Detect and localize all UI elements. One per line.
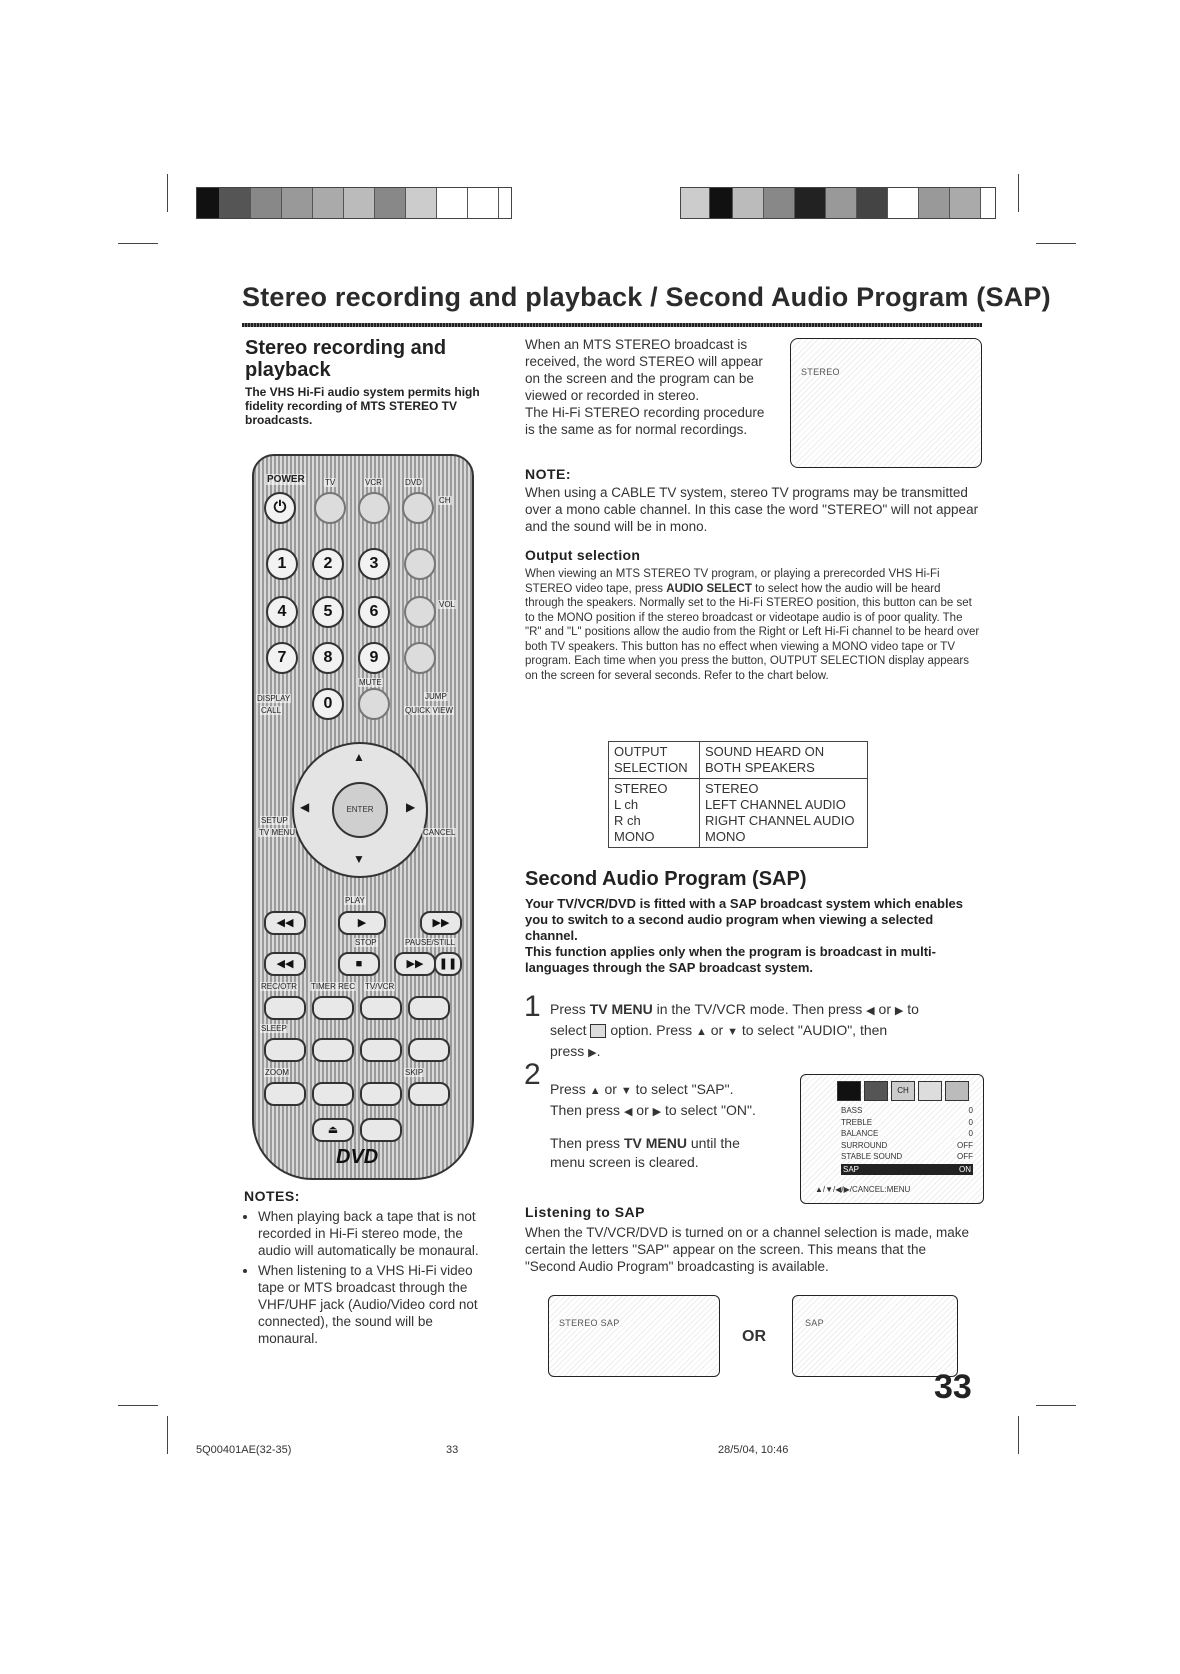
left-arrow-icon: ◀ (300, 800, 310, 814)
down-arrow-icon: ▼ (620, 1085, 632, 1097)
remote-label-tv-menu: TV MENU (259, 828, 295, 837)
note-block (525, 466, 980, 535)
sap-intro2: This function applies only when the program is broadcast in multi-languages through the SAP broadcast system. (525, 944, 936, 975)
power-button: ⏻ (264, 492, 296, 524)
remote-label-tv-vcr: TV/VCR (365, 982, 395, 991)
menu-item-label: BASS (841, 1106, 863, 1115)
remote-label-setup: SETUP (261, 816, 288, 825)
menu-item (841, 1151, 973, 1163)
pause-button: ❚❚ (434, 952, 462, 976)
menu-item-label: SAP (843, 1164, 860, 1174)
menu-item-label: TREBLE (841, 1117, 873, 1127)
digit-button: 1 (266, 548, 298, 580)
menu-item-value: 0 (968, 1129, 973, 1138)
listening-block (525, 1204, 980, 1275)
title-rule (242, 323, 982, 327)
text-span: Press (550, 1001, 590, 1017)
audio-select-label: AUDIO SELECT (666, 582, 752, 595)
table-cell-value: MONO (614, 829, 655, 844)
table-cell-value: RIGHT CHANNEL AUDIO (705, 813, 855, 828)
remote-label-pause: PAUSE/STILL (405, 938, 456, 947)
rewind-button: ◀◀ (264, 911, 306, 935)
step-1-number: 1 (524, 990, 541, 1023)
note-heading: NOTE: (525, 466, 572, 482)
up-arrow-icon: ▲ (695, 1026, 707, 1038)
menu-item-selected (841, 1164, 973, 1176)
remote-label-zoom: ZOOM (265, 1068, 289, 1077)
step-1-text (550, 1000, 980, 1063)
down-arrow-icon: ▼ (727, 1026, 738, 1038)
remote-button (312, 1038, 354, 1062)
or-label: OR (742, 1328, 766, 1345)
stop-button: ■ (338, 952, 380, 976)
remote-label-rec: REC/OTR (261, 982, 297, 991)
spacer (550, 1122, 790, 1134)
left-arrow-icon: ◀ (866, 1005, 875, 1017)
menu-item-value: 0 (968, 1106, 973, 1115)
tv-button (314, 492, 346, 524)
enter-button (332, 782, 388, 838)
menu-item-label: SURROUND (841, 1140, 888, 1150)
list-item: • When playing back a tape that is not recorded in Hi-Fi stereo mode, the audio will automatically be monaural. (258, 1208, 480, 1259)
menu-item-value: OFF (957, 1140, 973, 1150)
menu-item (841, 1105, 973, 1117)
remote-label-jump: JUMP (425, 692, 447, 701)
remote-label-vol: VOL (439, 600, 456, 609)
remote-button (264, 996, 306, 1020)
vol-up-button (404, 596, 436, 628)
digit-button: 8 (312, 642, 344, 674)
digit-button: 7 (266, 642, 298, 674)
output-table (608, 741, 868, 848)
remote-label-sleep: SLEEP (261, 1024, 287, 1033)
text-span: or (600, 1081, 621, 1097)
audio-icon (864, 1081, 888, 1101)
right-arrow-icon: ▶ (894, 1005, 904, 1017)
output-text (525, 567, 980, 683)
table-cell-value: L ch (614, 797, 639, 812)
skip-fwd-button: ▶▶ (394, 952, 436, 976)
remote-button (360, 1118, 402, 1142)
remote-button (360, 1082, 402, 1106)
text-span: in the TV/VCR mode. Then press (652, 1001, 867, 1017)
tv-menu-label: TV MENU (623, 1135, 687, 1151)
remote-label-timer-rec: TIMER REC (311, 982, 355, 991)
remote-button (264, 1038, 306, 1062)
notes-list (244, 1208, 480, 1347)
list-item: • When listening to a VHS Hi-Fi video tape or MTS broadcast through the VHF/UHF jack (Audio/Video cord not connected), the sound will be monaural. (258, 1262, 480, 1347)
skip-back-button: ◀◀ (264, 952, 306, 976)
color-calibration-bar-left (196, 187, 512, 219)
table-cell-value: LEFT CHANNEL AUDIO (705, 797, 846, 812)
menu-item (841, 1128, 973, 1140)
stereo-section-header (245, 337, 485, 427)
osd-sap-label: SAP (805, 1318, 824, 1328)
up-arrow-icon: ▲ (353, 750, 365, 764)
stereo-para: When an MTS STEREO broadcast is received, the word STEREO will appear on the screen and the program can be viewed or recorded in stereo. (525, 337, 763, 403)
crop-mark (1036, 243, 1076, 244)
stereo-sap-osd (548, 1295, 720, 1377)
table-cell (700, 779, 868, 848)
remote-control-illustration (252, 454, 474, 1180)
menu-item-label: BALANCE (841, 1129, 879, 1138)
table-cell-value: MONO (705, 829, 746, 844)
digit-button: 2 (312, 548, 344, 580)
remote-label-ch: CH (439, 496, 451, 505)
digit-button: 6 (358, 596, 390, 628)
timer-icon (837, 1081, 861, 1101)
page-title: Stereo recording and playback / Second Audio Program (SAP) (242, 282, 1051, 312)
text-span: until the (686, 1135, 740, 1151)
up-arrow-icon: ▲ (589, 1085, 601, 1097)
remote-button (408, 1038, 450, 1062)
picture-icon (918, 1081, 942, 1101)
crop-mark (1036, 1405, 1076, 1406)
mute-button (358, 688, 390, 720)
sap-section (525, 868, 980, 976)
crop-mark (118, 243, 158, 244)
left-arrow-icon: ◀ (623, 1106, 633, 1118)
remote-label-enter: ENTER (346, 805, 374, 814)
step-1-line: press ▶. (550, 1042, 980, 1063)
text-span: or (632, 1102, 653, 1118)
remote-label-quick-view: QUICK VIEW (405, 706, 454, 715)
ch-down-button (404, 548, 436, 580)
osd-stereo-sap-label: STEREO SAP (559, 1318, 620, 1328)
table-cell-value: STEREO (705, 781, 759, 796)
text-span: or (706, 1022, 728, 1038)
table-cell (609, 779, 700, 848)
output-text-post: to select how the audio will be heard through the speakers. Normally set to the Hi-Fi STEREO position, this button can be set to the MONO position if the stereo broadcast or videotape audio is of poor quality. The "R" and "L" positions allow the audio from the Right or Left Hi-Fi channel to be heard over both TV speakers. This button has no effect when viewing a MONO video tape or TV program. Each time when you press the button, OUTPUT SELECTION display appears on the screen for several seconds. Refer to the chart below. (525, 582, 980, 682)
text-span: Press (550, 1081, 590, 1097)
remote-button (360, 996, 402, 1020)
footer-timestamp: 28/5/04, 10:46 (718, 1444, 789, 1456)
remote-label-mute: MUTE (359, 678, 382, 687)
table-cell-value: R ch (614, 813, 641, 828)
remote-label-stop: STOP (355, 938, 377, 947)
remote-button (408, 996, 450, 1020)
digit-button: 9 (358, 642, 390, 674)
stereo-para2: The Hi-Fi STEREO recording procedure is the same as for normal recordings. (525, 405, 765, 437)
digit-button: 0 (312, 688, 344, 720)
remote-label-power: POWER (267, 474, 305, 485)
menu-item-label: STABLE SOUND (841, 1152, 903, 1161)
sap-osd (792, 1295, 958, 1377)
text-span: to select "AUDIO", then (737, 1022, 888, 1038)
footer-sheet: 33 (446, 1444, 459, 1456)
output-selection-block (525, 547, 980, 683)
osd-stereo-label: STEREO (801, 367, 840, 377)
menu-item-value: 0 (968, 1117, 973, 1127)
table-cell-value: STEREO (614, 781, 668, 796)
menu-items (841, 1105, 973, 1175)
listening-heading: Listening to SAP (525, 1204, 645, 1220)
stereo-osd-screen (790, 338, 982, 468)
step-2-line: menu screen is cleared. (550, 1154, 699, 1170)
right-arrow-icon: ▶ (406, 800, 416, 814)
notes-block (244, 1188, 480, 1350)
play-button: ▶ (338, 911, 386, 935)
text-span: Then press (550, 1102, 624, 1118)
output-heading: Output selection (525, 547, 641, 563)
audio-menu-osd (800, 1074, 984, 1204)
remote-button (312, 1082, 354, 1106)
step-2-text (550, 1080, 790, 1172)
menu-item-value: ON (959, 1164, 971, 1174)
remote-button (312, 996, 354, 1020)
remote-label-display: DISPLAY (257, 694, 291, 703)
menu-item-value: OFF (957, 1152, 973, 1161)
remote-label-cancel: CANCEL (423, 828, 456, 837)
step-1-line (550, 1000, 980, 1021)
footer-file: 5Q00401AE(32-35) (196, 1444, 292, 1456)
page-number: 33 (934, 1368, 972, 1406)
tv-menu-label: TV MENU (589, 1001, 653, 1017)
remote-label-dvd: DVD (405, 478, 422, 487)
setup-icon (945, 1081, 969, 1101)
note-text: When using a CABLE TV system, stereo TV programs may be transmitted over a mono cable channel. In this case the word "STEREO" will not appear and the sound will be in mono. (525, 485, 979, 534)
digit-button: 5 (312, 596, 344, 628)
table-header-cell: OUTPUT SELECTION (609, 742, 700, 779)
remote-button (360, 1038, 402, 1062)
crop-mark (1018, 1416, 1019, 1454)
table-header-row (609, 742, 868, 779)
remote-label-tv: TV (325, 478, 336, 487)
crop-mark (167, 1416, 168, 1454)
stereo-paragraph (525, 336, 773, 438)
text-span: select (550, 1022, 591, 1038)
text-span: to select "SAP". (631, 1081, 734, 1097)
sap-intro: Your TV/VCR/DVD is fitted with a SAP broadcast system which enables you to switch to a second audio program when viewing a selected channel. (525, 896, 964, 943)
eject-button: ⏏ (312, 1118, 354, 1142)
fast-forward-button: ▶▶ (420, 911, 462, 935)
vol-down-button (404, 642, 436, 674)
down-arrow-icon: ▼ (353, 852, 365, 866)
text-span: to (903, 1001, 919, 1017)
menu-icon-row (837, 1081, 969, 1101)
listening-text: When the TV/VCR/DVD is turned on or a channel selection is made, make certain the letters "SAP" appear on the screen. This means that the "Second Audio Program" broadcasting is available. (525, 1225, 969, 1274)
remote-label-vcr: VCR (365, 478, 382, 487)
step-2-line (550, 1134, 790, 1153)
remote-button (264, 1082, 306, 1106)
remote-label-play: PLAY (345, 896, 365, 905)
menu-item (841, 1117, 973, 1129)
channel-icon: CH (891, 1081, 915, 1101)
text-span: option. Press (606, 1022, 696, 1038)
step-2-line (550, 1080, 790, 1101)
dvd-button (402, 492, 434, 524)
digit-button: 4 (266, 596, 298, 628)
stereo-intro: The VHS Hi-Fi audio system permits high fidelity recording of MTS STEREO TV broadcasts. (245, 385, 480, 427)
right-arrow-icon: ▶ (652, 1106, 662, 1118)
digit-button: 3 (358, 548, 390, 580)
remote-button (408, 1082, 450, 1106)
menu-item (841, 1140, 973, 1152)
table-row (609, 779, 868, 848)
text-span: to select "ON". (661, 1102, 756, 1118)
dpad-ring (292, 742, 428, 878)
step-2-number: 2 (524, 1058, 541, 1091)
output-text-pre: When viewing an MTS STEREO TV program, or playing a prerecorded VHS Hi-Fi STEREO video tape, press (525, 568, 940, 595)
table-header-cell: SOUND HEARD ON BOTH SPEAKERS (700, 742, 868, 779)
step-1-line (550, 1021, 980, 1042)
right-arrow-icon: ▶ (588, 1047, 597, 1059)
crop-mark (118, 1405, 158, 1406)
remote-label-skip: SKIP (405, 1068, 424, 1077)
text-span: or (874, 1001, 895, 1017)
notes-heading: NOTES: (244, 1188, 300, 1204)
stereo-heading: Stereo recording and playback (245, 337, 447, 381)
crop-mark (1018, 174, 1019, 212)
color-calibration-bar-right (680, 187, 996, 219)
text-span: Then press (550, 1135, 624, 1151)
vcr-button (358, 492, 390, 524)
step-2-line (550, 1101, 790, 1122)
crop-mark (167, 174, 168, 212)
menu-hint: ▲/▼/◀/▶/CANCEL:MENU (815, 1185, 911, 1194)
remote-label-call: CALL (261, 706, 282, 715)
menu-hint-text: CANCEL:MENU (852, 1185, 911, 1194)
audio-option-icon (590, 1024, 606, 1038)
sap-heading: Second Audio Program (SAP) (525, 868, 807, 890)
text-span: press (550, 1043, 589, 1059)
dvd-logo: DVD (336, 1146, 379, 1168)
